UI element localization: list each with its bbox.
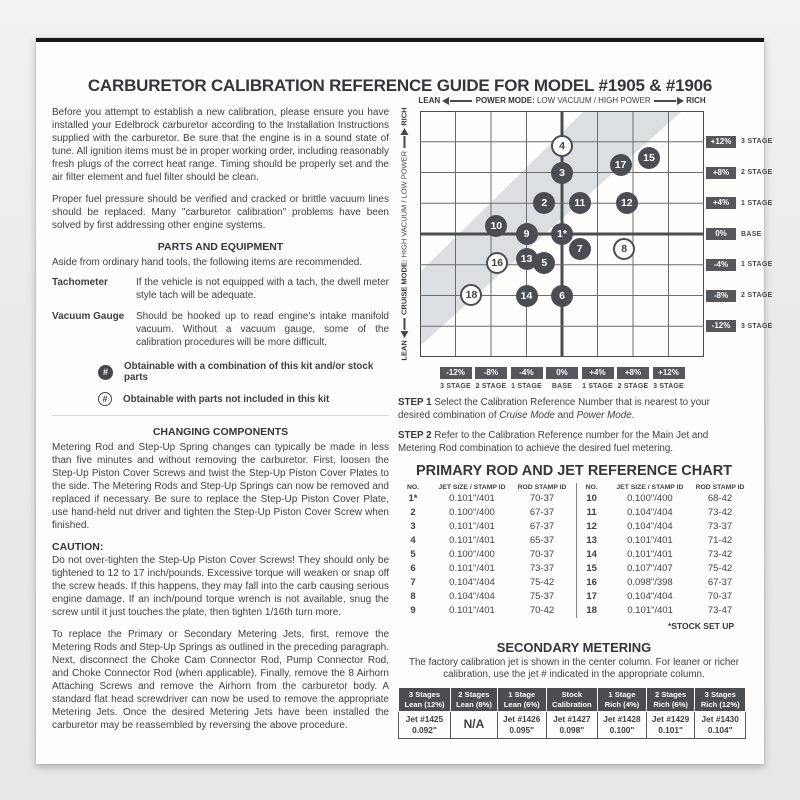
y-tick-stage: BASE [741, 230, 762, 238]
jet-size: 0.101"/401 [449, 563, 495, 575]
y-axis-tick-row [706, 289, 773, 303]
y-tick-value: +4% [706, 197, 736, 209]
ref-number: 14 [586, 549, 597, 561]
equipment-desc: If the vehicle is not equipped with a tach, the dwell meter style tach will be adequate. [136, 277, 389, 301]
parts-equipment-heading: PARTS AND EQUIPMENT [157, 241, 284, 253]
ref-number: 13 [586, 535, 597, 547]
power-mode-axis-label [412, 96, 712, 105]
table-row [577, 548, 747, 562]
jet-size: 0.101"/401 [449, 521, 495, 533]
rod-stamp: 70-37 [529, 549, 555, 561]
x-tick-value: 0% [546, 367, 578, 379]
column-header: ROD STAMP ID [517, 483, 567, 491]
secondary-jet-cell: Jet #1425 0.092" [399, 712, 451, 739]
calibration-chart [398, 107, 773, 361]
rod-stamp: 73-47 [707, 605, 733, 617]
calibration-point-1: 1* [551, 223, 573, 245]
y-tick-value: -4% [706, 259, 736, 271]
calibration-point-3: 3 [551, 162, 573, 184]
ref-number: 8 [410, 591, 416, 603]
y-axis-tick-row [706, 196, 773, 210]
x-tick-stage: 2 STAGE [617, 383, 649, 390]
x-tick-value: -12% [440, 367, 472, 379]
ref-number: 16 [586, 577, 597, 589]
ref-number: 10 [586, 493, 597, 505]
table-row [398, 590, 568, 604]
y-tick-stage: 2 STAGE [741, 292, 773, 299]
x-axis-tick-col [545, 362, 579, 390]
secondary-column-header: 3 Stages Lean (12%) [399, 688, 451, 712]
secondary-column-header: 2 Stages Lean (8%) [450, 688, 497, 712]
y-tick-stage: 2 STAGE [741, 169, 773, 176]
calibration-point-4: 4 [551, 135, 573, 157]
primary-table-right [576, 483, 746, 618]
x-tick-stage: 1 STAGE [582, 383, 613, 390]
arrow-right-icon [653, 96, 684, 105]
filled-number-circle-icon: # [98, 365, 113, 380]
table-row [398, 548, 568, 562]
step-2-label: STEP 2 [398, 429, 432, 441]
table-row [398, 520, 568, 534]
instruction-steps [398, 397, 742, 456]
calibration-point-16: 16 [486, 252, 508, 274]
primary-reference-table [398, 483, 750, 618]
legend-kit-parts [52, 361, 389, 383]
secondary-column-header: 1 Stage Rich (4%) [598, 688, 647, 712]
ref-number: 15 [586, 563, 597, 575]
calibration-point-11: 11 [569, 192, 591, 214]
jet-size: 0.104"/404 [627, 507, 673, 519]
column-header: JET SIZE / STAMP ID [438, 483, 506, 491]
table-row [577, 576, 747, 590]
calibration-point-18: 18 [460, 284, 482, 306]
calibration-point-5: 5 [533, 252, 555, 274]
jet-size: 0.101"/401 [449, 605, 495, 617]
rod-stamp: 73-42 [707, 549, 733, 561]
secondary-jet-cell: Jet #1428 0.100" [598, 712, 647, 739]
parts-equipment-intro: Aside from ordinary hand tools, the following items are recommended. [52, 257, 363, 268]
equipment-item-vacuum-gauge [52, 310, 389, 349]
rod-stamp: 73-42 [707, 507, 733, 519]
primary-chart-title: PRIMARY ROD AND JET REFERENCE CHART [415, 462, 733, 479]
jet-size: 0.104"/404 [627, 591, 673, 603]
x-tick-stage: 3 STAGE [440, 383, 471, 390]
jet-size: 0.101"/401 [449, 493, 495, 505]
rod-stamp: 70-37 [707, 591, 733, 603]
column-header: JET SIZE / STAMP ID [616, 483, 684, 491]
table-row [398, 506, 568, 520]
step-2: STEP 2 Refer to the Calibration Reference number for the Main Jet and Metering Rod combination to achieve the desired fuel metering. [398, 429, 709, 454]
secondary-jet-cell: Jet #1429 0.101" [646, 712, 695, 739]
stock-setup-footnote: *STOCK SET UP [668, 620, 734, 631]
calibration-point-2: 2 [533, 192, 555, 214]
y-axis-tick-row [706, 135, 773, 149]
calibration-point-9: 9 [516, 223, 538, 245]
x-axis-tick-col [474, 362, 508, 390]
ref-number: 4 [410, 535, 416, 547]
calibration-point-12: 12 [616, 192, 638, 214]
jet-size: 0.101"/401 [627, 605, 673, 617]
rod-stamp: 67-37 [529, 507, 555, 519]
document-page [36, 38, 773, 764]
y-axis-labels [706, 111, 786, 357]
y-axis-tick-row [706, 166, 773, 180]
secondary-column-header: 3 Stages Rich (12%) [695, 688, 746, 712]
jet-size: 0.104"/404 [449, 577, 495, 589]
table-row [398, 534, 568, 548]
y-tick-stage: 3 STAGE [741, 138, 773, 146]
step-1: STEP 1 Select the Calibration Reference Number that is nearest to your desired combination of Cruise Mode and Power Mode. [398, 397, 710, 421]
jet-size: 0.098"/398 [627, 577, 673, 589]
rod-stamp: 73-37 [707, 521, 733, 533]
jet-size: 0.101"/401 [627, 549, 673, 561]
jet-size: 0.100"/400 [449, 549, 495, 561]
equipment-term: Vacuum Gauge [52, 311, 125, 322]
axis-lean-label: LEAN [418, 96, 441, 105]
secondary-column-header: Stock Calibration [546, 688, 597, 712]
table-row [577, 534, 747, 548]
caution-paragraph: Do not over-tighten the Step-Up Piston Cover Screws! They should only be tightened to 12 to 17 inch/pounds. Excessive torque will weaken or snap off the screw heads. If this happens, they may fall into the carb causing serious engine damage. If an inch/pound torque wrench is not available, snug the screw until it just touches the plate, then tighten 1/16th turn more. [52, 555, 389, 618]
rod-stamp: 67-37 [707, 577, 733, 589]
jet-size: 0.101"/401 [449, 535, 495, 547]
ref-number: 18 [586, 605, 597, 617]
x-tick-value: +4% [582, 367, 614, 379]
table-row [399, 712, 746, 739]
right-column [398, 96, 773, 739]
secondary-jet-cell: N/A [450, 712, 497, 739]
jet-size: 0.101"/401 [627, 535, 673, 547]
chart-grid [420, 111, 704, 357]
secondary-jet-cell: Jet #1430 0.104" [695, 712, 746, 739]
column-header: ROD STAMP ID [695, 483, 745, 491]
axis-subtitle: LOW VACUUM / HIGH POWER [534, 96, 651, 105]
replace-jets-paragraph: To replace the Primary or Secondary Metering Jets, first, remove the Metering Rods and Step-Up Springs as outlined in the preceding paragraph. Next, disconnect the Choke Cam Connector Rod, Pump Connector Rod, and Choke Connector Rod (when applicable). Finally, remove the 8 Airhorn Attaching Screws and remove the Airhorn from the carburetor body. A standard flat head screwdriver can now be used to remove the appropriate Metering Jets. Once the desired Metering Jets have been installed the carburetor may be reassembled by reversing the above procedure. [52, 629, 389, 731]
secondary-metering-intro: The factory calibration jet is shown in the center column. For leaner or richer calibration, use the jet # indicated in the appropriate column. [409, 656, 739, 681]
secondary-metering-table [398, 687, 746, 739]
ref-number: 7 [410, 577, 416, 589]
x-tick-value: -4% [511, 367, 543, 379]
section-divider [52, 415, 389, 416]
ref-number: 5 [410, 549, 416, 561]
x-tick-stage: 3 STAGE [653, 383, 684, 390]
legend-text: Obtainable with a combination of this kit and/or stock parts [124, 361, 374, 383]
open-number-circle-icon: # [98, 392, 112, 406]
table-row [577, 506, 747, 520]
x-axis-labels [420, 357, 704, 391]
jet-size: 0.104"/404 [627, 521, 673, 533]
equipment-term: Tachometer [52, 277, 108, 288]
axis-title: CRUISE MODE: [399, 259, 409, 315]
ref-number: 9 [410, 605, 416, 617]
step-1-label: STEP 1 [398, 397, 432, 408]
rod-stamp: 65-37 [529, 535, 555, 547]
y-tick-value: -8% [706, 290, 736, 302]
y-axis-tick-row [706, 227, 762, 241]
rod-stamp: 67-37 [529, 521, 555, 533]
y-tick-value: +12% [706, 136, 736, 148]
y-tick-value: 0% [706, 228, 736, 240]
arrow-down-icon [399, 317, 408, 338]
column-header: NO. [406, 483, 420, 491]
y-tick-value: +8% [706, 167, 736, 179]
x-axis-tick-col [439, 362, 473, 390]
calibration-point-6: 6 [551, 285, 573, 307]
jet-size: 0.100"/400 [627, 493, 673, 505]
secondary-column-header: 2 Stages Rich (6%) [646, 688, 695, 712]
rod-stamp: 75-42 [707, 563, 733, 575]
secondary-jet-cell: Jet #1427 0.098" [546, 712, 597, 739]
ref-number: 1* [408, 493, 418, 505]
x-tick-stage: 1 STAGE [511, 383, 542, 390]
axis-rich-label: RICH [399, 107, 409, 126]
cruise-mode-axis-label [394, 107, 414, 361]
y-tick-value: -12% [706, 320, 736, 332]
x-axis-tick-col [652, 362, 686, 390]
table-row [577, 520, 747, 534]
jet-size: 0.104"/404 [449, 591, 495, 603]
y-tick-stage: 1 STAGE [741, 261, 773, 269]
intro-paragraph-1: Before you attempt to establish a new calibration, please ensure you have installed your Edelbrock carburetor according to the Installation Instructions supplied with the carburetor. Be sure that the engine is in a sound state of tune. All ignition items must be in proper working order, including reasonably fresh plugs of the correct heat range. Timing should be properly set and the air filter element and fuel filter should be clean. [52, 107, 389, 183]
table-row [577, 590, 747, 604]
changing-components-paragraph: Metering Rod and Step-Up Spring changes can typically be made in less than five minutes and without removing the carburetor. First, loosen the Step-Up Piston Cover Screws and twist the Step-Up Piston Cover Plates to the side. The Metering Rods and Step-Up Springs can now be removed and replaced if necessary. Be sure to replace the Step-Up Piston Cover Plate, use hand-held nut driver and tighten the Step-Up Piston Cover Screw when finished. [52, 442, 389, 531]
calibration-point-17: 17 [610, 154, 632, 176]
legend-text: Obtainable with parts not included in this kit [123, 393, 330, 405]
caution-heading: CAUTION: [52, 541, 104, 553]
axis-lean-label: LEAN [399, 340, 409, 361]
ref-number: 17 [586, 591, 597, 603]
y-tick-stage: 3 STAGE [741, 322, 773, 330]
intro-paragraph-2: Proper fuel pressure should be verified and cracked or brittle vacuum lines should be replaced. Many "carburetor calibration" problems have been solved by first addressing other engine systems. [52, 194, 389, 231]
calibration-point-10: 10 [485, 215, 507, 237]
arrow-up-icon [399, 128, 408, 149]
calibration-point-15: 15 [638, 147, 660, 169]
arrow-left-icon [442, 96, 473, 105]
rod-stamp: 75-42 [529, 577, 555, 589]
rod-stamp: 73-37 [529, 563, 555, 575]
ref-number: 11 [586, 507, 597, 519]
secondary-jet-cell: Jet #1426 0.095" [497, 712, 546, 739]
y-tick-stage: 1 STAGE [741, 199, 773, 207]
equipment-item-tachometer [52, 276, 389, 302]
rod-stamp: 71-42 [707, 535, 733, 547]
calibration-point-13: 13 [516, 248, 538, 270]
x-axis-tick-col [581, 362, 615, 390]
rod-stamp: 68-42 [707, 493, 733, 505]
secondary-column-header: 1 Stage Lean (6%) [497, 688, 546, 712]
secondary-metering-title: SECONDARY METERING [496, 639, 652, 655]
ref-number: 3 [410, 521, 416, 533]
jet-size: 0.100"/400 [449, 507, 495, 519]
x-tick-value: +8% [617, 367, 649, 379]
ref-number: 2 [410, 507, 416, 519]
axis-title: POWER MODE: [475, 96, 535, 105]
x-tick-stage: 2 STAGE [475, 383, 507, 390]
rod-stamp: 75-37 [529, 591, 555, 603]
calibration-point-14: 14 [516, 285, 538, 307]
rod-stamp: 70-42 [529, 605, 555, 617]
page-title: CARBURETOR CALIBRATION REFERENCE GUIDE FOR MODEL #1905 & #1906 [87, 76, 713, 95]
calibration-point-8: 8 [613, 238, 635, 260]
table-row [398, 576, 568, 590]
jet-size: 0.107"/407 [627, 563, 673, 575]
table-row [577, 492, 747, 506]
left-column [52, 106, 389, 741]
table-header-row [399, 688, 746, 712]
x-axis-tick-col [616, 362, 650, 390]
axis-rich-label: RICH [686, 96, 706, 105]
table-row [398, 492, 568, 506]
changing-components-heading: CHANGING COMPONENTS [152, 426, 289, 438]
column-header: NO. [585, 483, 598, 491]
table-header-row [577, 483, 747, 492]
equipment-desc: Should be hooked up to read engine's intake manifold vacuum. Without a vacuum gauge, some of the calibration procedures will be more difficult. [136, 311, 389, 348]
x-axis-tick-col [510, 362, 544, 390]
x-tick-value: +12% [653, 367, 685, 379]
table-row [398, 562, 568, 576]
legend-non-kit-parts [52, 392, 389, 406]
table-row [577, 604, 747, 618]
rod-stamp: 70-37 [529, 493, 555, 505]
axis-subtitle: HIGH VACUUM / LOW POWER [399, 150, 409, 260]
y-axis-tick-row [706, 319, 773, 333]
table-row [398, 604, 568, 618]
x-tick-stage: BASE [551, 383, 573, 390]
chart-points-layer [420, 111, 704, 357]
y-axis-tick-row [706, 258, 773, 272]
ref-number: 6 [410, 563, 416, 575]
table-row [577, 562, 747, 576]
x-tick-value: -8% [475, 367, 507, 379]
table-header-row [398, 483, 568, 492]
primary-table-left [398, 483, 568, 618]
calibration-point-7: 7 [569, 238, 591, 260]
ref-number: 12 [586, 521, 597, 533]
